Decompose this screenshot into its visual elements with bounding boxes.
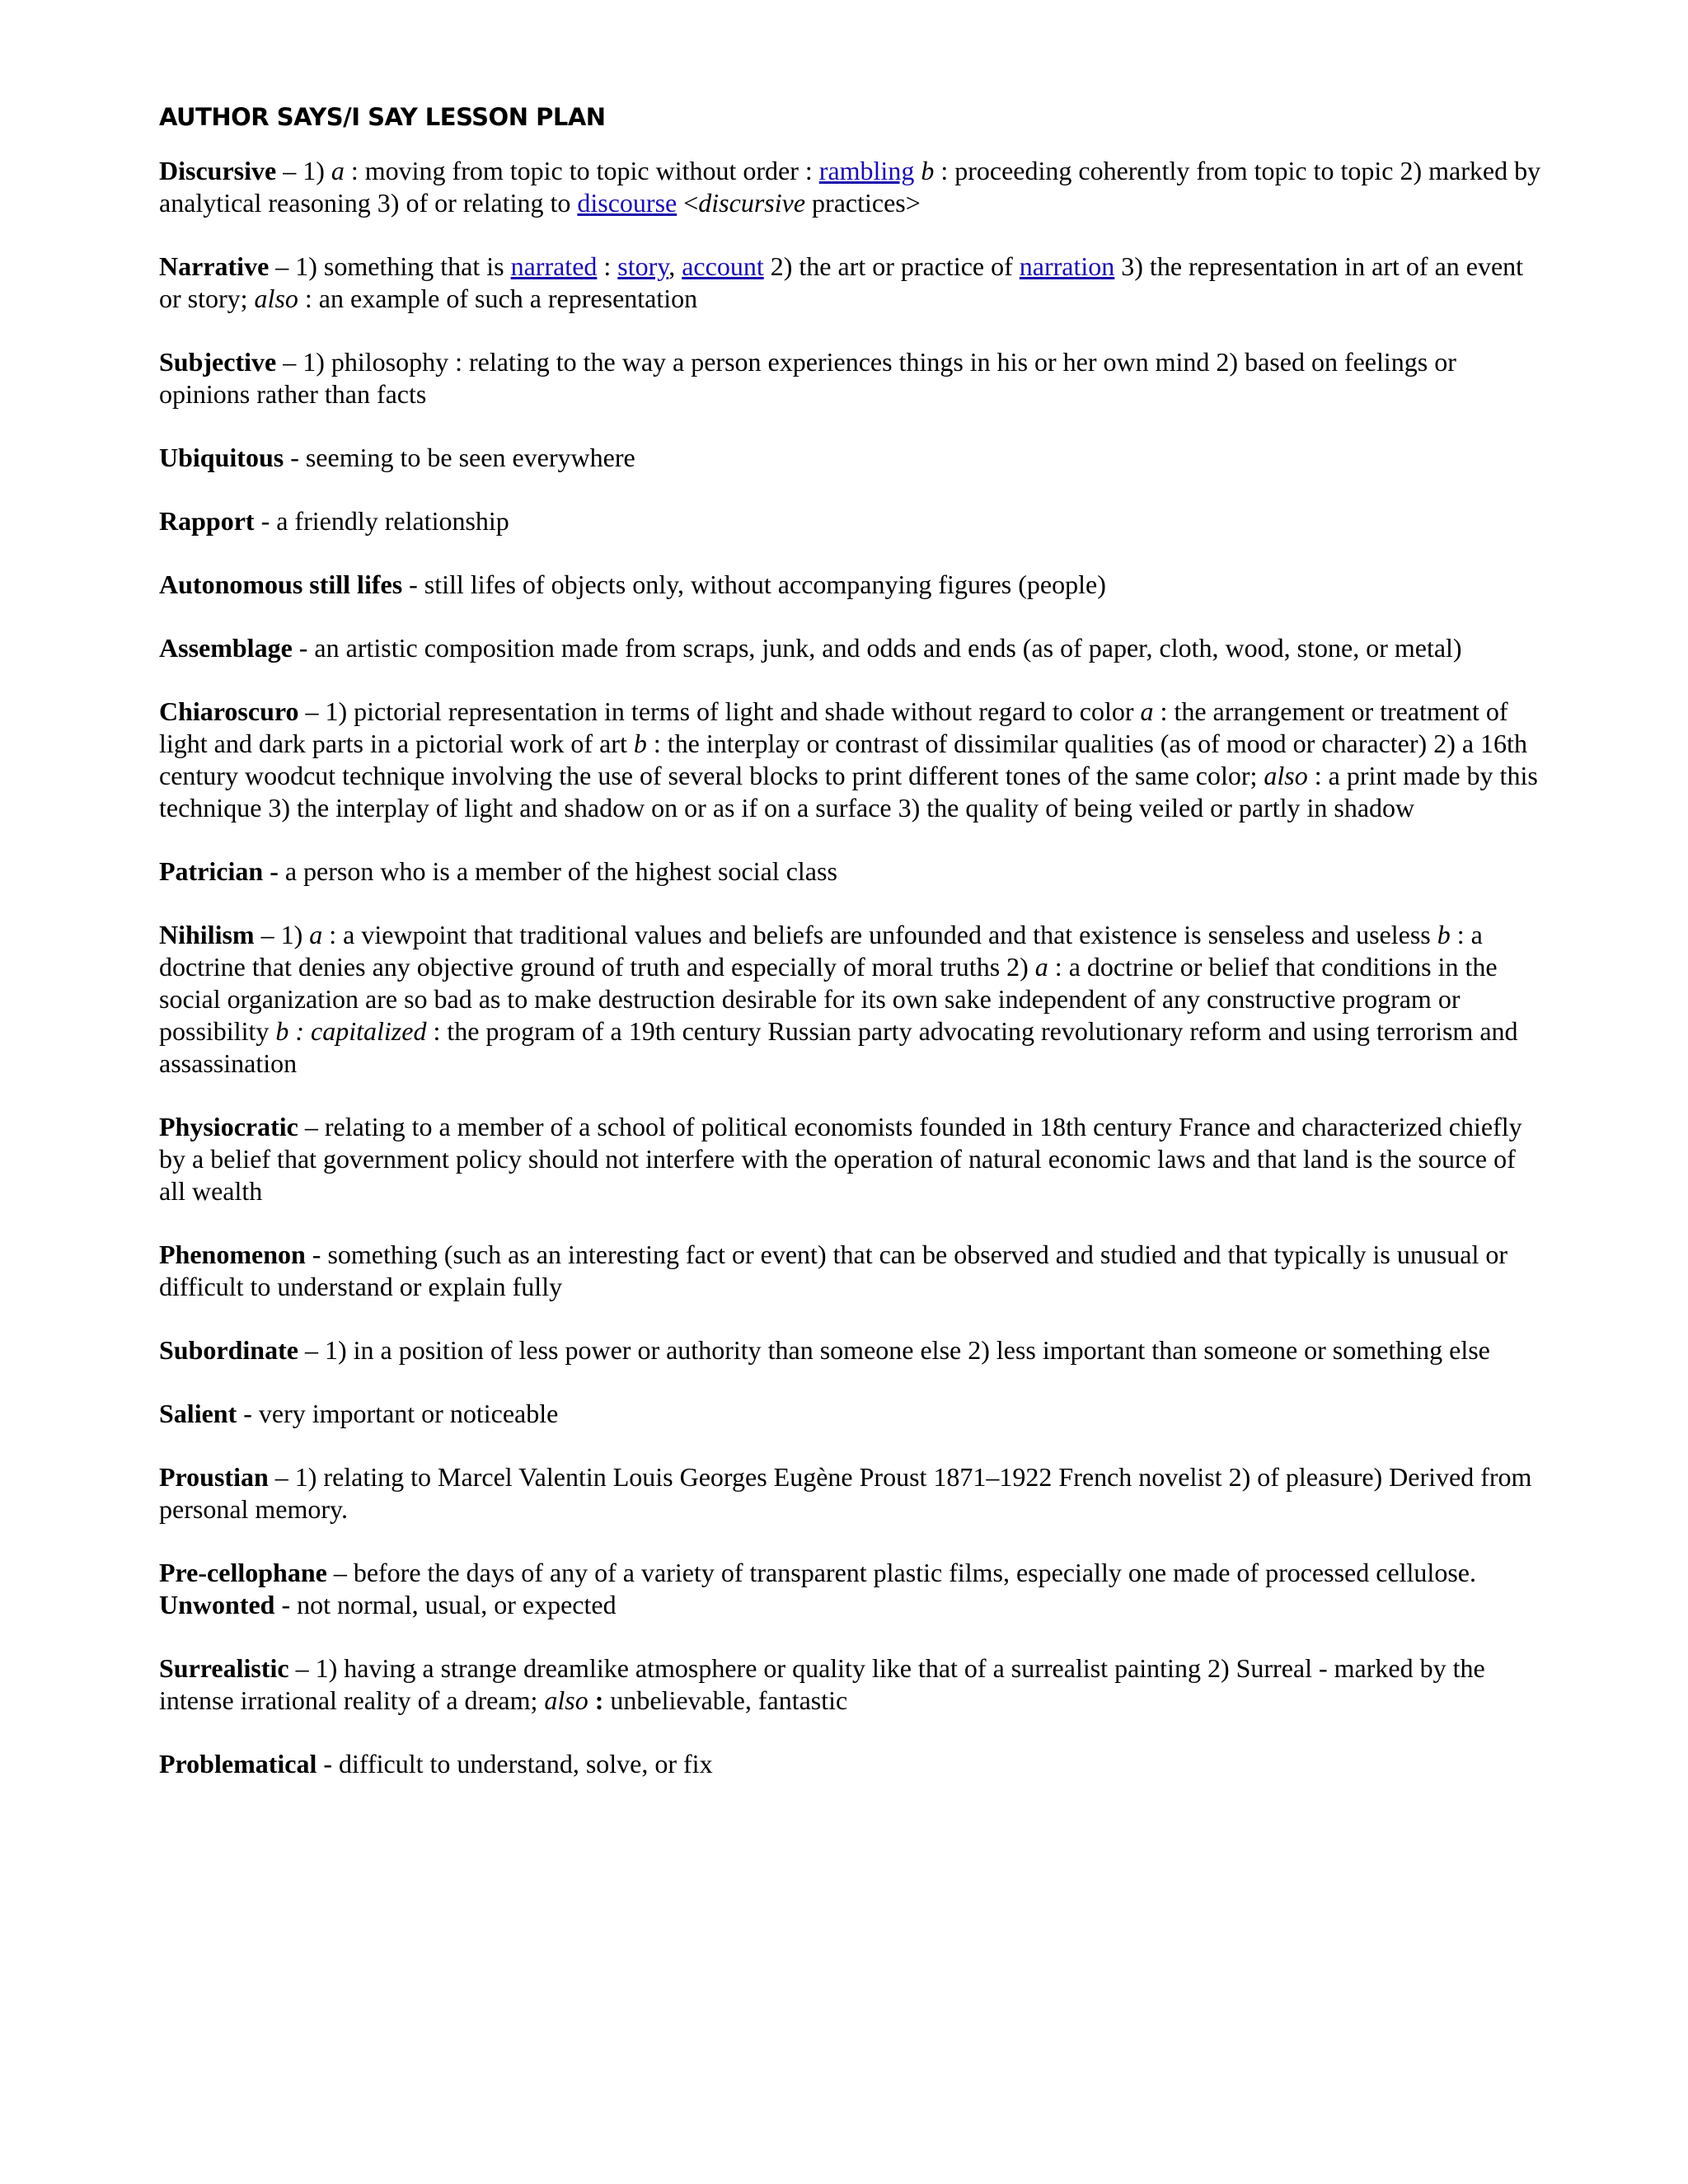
definition-text: a (309, 920, 323, 949)
definition-text: - a friendly relationship (254, 506, 509, 536)
definition-text: a (1034, 952, 1048, 982)
definition-text: : the program of a 19th century Russian party advocating revolutionary reform and using terrorism and assassination (159, 1016, 1518, 1078)
definition-text: - an artistic composition made from scraps, junk, and odds and ends (as of paper, cloth, wood, stone, or metal) (292, 633, 1462, 663)
definition-text: : the interplay or contrast of dissimilar qualities (as of mood or character) 2) a 16th century woodcut technique involving the use of several blocks to print different tones of the same color; (159, 729, 1527, 790)
glossary-term: Rapport (159, 506, 255, 536)
glossary-entry (159, 442, 1544, 474)
glossary-term: Patrician - (159, 856, 279, 886)
definition-text: : the arrangement or treatment of light and dark parts in a pictorial work of art (159, 696, 1508, 758)
definition-text: – 1) relating to Marcel Valentin Louis Georges Eugène Proust 1871–1922 French novelist 2) of pleasure) Derived from personal memory. (159, 1462, 1532, 1524)
definition-link[interactable]: narrated (510, 251, 598, 281)
definition-text: – 1) philosophy : relating to the way a person experiences things in his or her own mind 2) based on feelings or opinions rather than facts (159, 347, 1456, 409)
glossary-entry (159, 1461, 1544, 1526)
definition-text: – 1) (276, 156, 331, 185)
definition-link[interactable]: discourse (577, 188, 678, 218)
definition-link[interactable]: story (617, 251, 669, 281)
glossary-entry (159, 1239, 1544, 1303)
definition-text (588, 1685, 595, 1715)
definition-link[interactable]: account (682, 251, 764, 281)
definition-text: also (254, 284, 298, 313)
definition-link[interactable]: narration (1019, 251, 1115, 281)
definition-text: : (594, 1685, 604, 1715)
glossary-term: Physiocratic (159, 1112, 298, 1141)
glossary-term: Unwonted (159, 1590, 275, 1619)
glossary-entry (159, 1652, 1544, 1717)
definition-text: b : capitalized (275, 1016, 427, 1046)
definition-text: b (921, 156, 935, 185)
glossary-term: Autonomous still lifes (159, 569, 403, 599)
definition-text: – 1) having a strange dreamlike atmosphere or quality like that of a surrealist painting 2) Surreal - marked by the intense irrational reality of a dream; (159, 1653, 1485, 1715)
glossary-entry (159, 696, 1544, 824)
glossary-entry (159, 1398, 1544, 1430)
glossary-entry (159, 251, 1544, 315)
definition-text: 3) the representation in art of an event or story; (159, 251, 1524, 313)
glossary-term: Salient (159, 1399, 237, 1428)
glossary-term: Subjective (159, 347, 277, 377)
glossary-term: Phenomenon (159, 1240, 306, 1269)
definition-text: : a doctrine or belief that conditions in the social organization are so bad as to make destruction desirable for its own sake independent of any constructive program or possibility (159, 952, 1498, 1046)
glossary-entry (159, 919, 1544, 1080)
definition-text: – 1) (254, 920, 310, 949)
definition-text: – relating to a member of a school of political economists founded in 18th century France and characterized chiefly by a belief that government policy should not interfere with the operation of natural economic laws and that land is the source of all wealth (159, 1112, 1522, 1206)
glossary-term: Discursive (159, 156, 277, 185)
glossary-entry (159, 1589, 1544, 1621)
glossary-term: Problematical (159, 1749, 317, 1779)
glossary-term: Assemblage (159, 633, 293, 663)
glossary-entry (159, 1748, 1544, 1780)
definition-text: - still lifes of objects only, without accompanying figures (people) (402, 569, 1106, 599)
document-page (159, 97, 1544, 1811)
definition-text: - seeming to be seen everywhere (284, 443, 635, 472)
document-title: AUTHOR SAYS/I SAY LESSON PLAN (159, 103, 606, 131)
glossary-entry (159, 346, 1544, 410)
definition-text: – 1) pictorial representation in terms of light and shade without regard to color (298, 696, 1141, 726)
definition-text: practices> (805, 188, 921, 218)
glossary-term: Narrative (159, 251, 270, 281)
definition-text: < (677, 188, 699, 218)
glossary-term: Pre-cellophane (159, 1558, 327, 1587)
definition-text: , (668, 251, 682, 281)
definition-text: – before the days of any of a variety of transparent plastic films, especially one made of processed cellulose. (326, 1558, 1476, 1587)
definition-text: : an example of such a representation (298, 284, 698, 313)
definition-text: : proceeding coherently from topic to topic 2) marked by analytical reasoning 3) of or relating to (159, 156, 1541, 218)
definition-text: - not normal, usual, or expected (274, 1590, 617, 1619)
definition-text: : (597, 251, 618, 281)
glossary-entry (159, 1557, 1544, 1589)
definition-text: a (331, 156, 345, 185)
definition-text: b (1437, 920, 1451, 949)
definition-text: also (1264, 761, 1308, 790)
glossary-entry (159, 155, 1544, 219)
definition-text: : a doctrine that denies any objective ground of truth and especially of moral truths 2) (159, 920, 1483, 982)
glossary-term: Subordinate (159, 1335, 298, 1365)
glossary-entry (159, 569, 1544, 601)
glossary-entry (159, 855, 1544, 888)
definition-text: : moving from topic to topic without order : (344, 156, 819, 185)
definition-text: : a viewpoint that traditional values and beliefs are unfounded and that existence is senseless and useless (322, 920, 1437, 949)
definition-text: a (1140, 696, 1154, 726)
glossary-entry (159, 1334, 1544, 1366)
glossary-entry (159, 632, 1544, 664)
definition-text: - something (such as an interesting fact or event) that can be observed and studied and that typically is unusual or difficult to understand or explain fully (159, 1240, 1508, 1301)
definition-text: b (633, 729, 647, 758)
definition-text: – 1) something that is (269, 251, 511, 281)
definition-text: - difficult to understand, solve, or fix (316, 1749, 713, 1779)
definition-text: – 1) in a position of less power or authority than someone else 2) less important than someone or something else (298, 1335, 1490, 1365)
glossary-entry (159, 505, 1544, 537)
definition-text: also (544, 1685, 588, 1715)
glossary-term: Nihilism (159, 920, 255, 949)
definition-text: : a print made by this technique 3) the interplay of light and shadow on or as if on a surface 3) the quality of being veiled or partly in shadow (159, 761, 1538, 823)
definition-text: a person who is a member of the highest social class (278, 856, 837, 886)
definition-text: discursive (698, 188, 806, 218)
glossary-term: Proustian (159, 1462, 269, 1492)
definition-text: 2) the art or practice of (763, 251, 1020, 281)
definition-link[interactable]: rambling (818, 156, 915, 185)
definition-text: unbelievable, fantastic (603, 1685, 848, 1715)
glossary-term: Surrealistic (159, 1653, 289, 1683)
definition-text: - very important or noticeable (237, 1399, 559, 1428)
glossary-term: Chiaroscuro (159, 696, 299, 726)
glossary-entry (159, 1111, 1544, 1207)
glossary-term: Ubiquitous (159, 443, 284, 472)
glossary-list (159, 155, 1544, 1780)
